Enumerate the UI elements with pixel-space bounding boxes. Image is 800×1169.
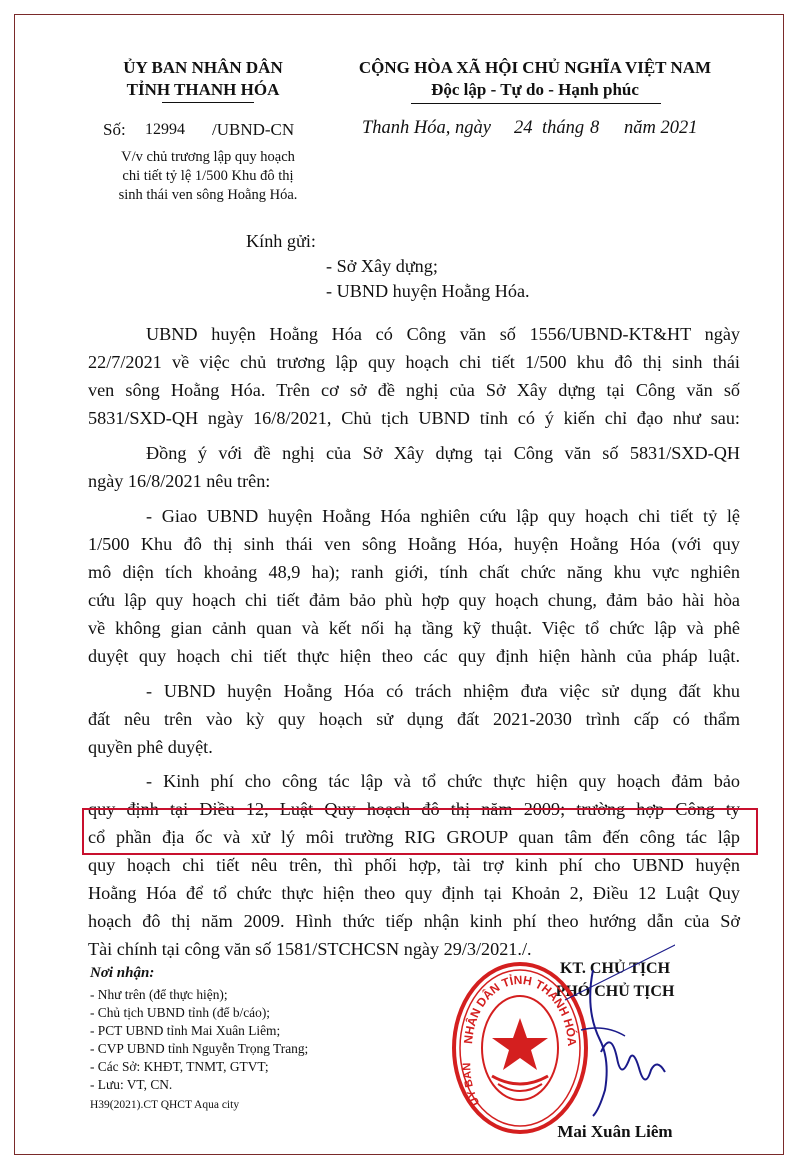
seal-left-text: ỦY BAN bbox=[461, 1062, 483, 1108]
agency-underline bbox=[162, 102, 254, 103]
body-line: mô diện tích khoảng 48,9 ha); ranh giới, tính chất chức năng khu vực nghiên bbox=[88, 562, 740, 582]
doc-number: 12994 bbox=[145, 121, 185, 138]
nation-title: CỘNG HÒA XÃ HỘI CHỦ NGHĨA VIỆT NAM bbox=[358, 58, 712, 77]
body-line: Tài chính tại công văn số 1581/STCHCSN ngày 29/3/2021./. bbox=[88, 939, 532, 959]
body-line: ven sông Hoằng Hóa. Trên cơ sở đề nghị của Sở Xây dựng tại Công văn số bbox=[88, 380, 740, 400]
body-line: hoạch đô thị năm 2009. Hình thức tiếp nhận kinh phí theo hướng dẫn của Sở bbox=[88, 911, 740, 931]
receiver-item: - Như trên (để thực hiện); bbox=[90, 987, 228, 1002]
receiver-item: - Lưu: VT, CN. bbox=[90, 1077, 173, 1092]
body-line: đất nêu trên vào kỳ quy hoạch sử dụng đất 2021-2030 trình cấp có thẩm bbox=[88, 709, 740, 729]
body-line: - Giao UBND huyện Hoằng Hóa nghiên cứu lập quy hoạch chi tiết tỷ lệ bbox=[146, 506, 740, 526]
body-line: về không gian cảnh quan và kết nối hạ tầng kỹ thuật. Việc tổ chức lập và phê bbox=[88, 618, 740, 638]
receiver-item: - Chủ tịch UBND tỉnh (để b/cáo); bbox=[90, 1005, 270, 1020]
star-emblem-icon bbox=[492, 1018, 548, 1070]
highlight-box bbox=[82, 808, 758, 855]
province-name: TỈNH THANH HÓA bbox=[126, 80, 280, 99]
body-line: - Kinh phí cho công tác lập và tổ chức thực hiện quy hoạch đảm bảo bbox=[146, 771, 740, 791]
signer-name: Mai Xuân Liêm bbox=[557, 1122, 673, 1141]
subject-line-3: sinh thái ven sông Hoằng Hóa. bbox=[118, 187, 298, 203]
date-month-label: tháng bbox=[542, 118, 585, 138]
motto-underline bbox=[411, 103, 661, 104]
signature-scribble-icon bbox=[555, 940, 675, 1120]
nation-motto: Độc lập - Tự do - Hạnh phúc bbox=[431, 80, 639, 99]
body-line: quy hoạch chi tiết nêu trên, thì phối hợp, tài trợ kinh phí cho UBND huyện bbox=[88, 855, 740, 875]
signer-subtitle: PHÓ CHỦ TỊCH bbox=[555, 983, 675, 1000]
body-line: - UBND huyện Hoằng Hóa có trách nhiệm đưa việc sử dụng đất khu bbox=[146, 681, 740, 701]
receiver-item: - PCT UBND tỉnh Mai Xuân Liêm; bbox=[90, 1023, 281, 1038]
subject-line-2: chi tiết tỷ lệ 1/500 Khu đô thị bbox=[122, 168, 294, 184]
recipients-label: Kính gửi: bbox=[246, 231, 316, 251]
body-line: quy định tại Điều 12, Luật Quy hoạch đô thị năm 2009; trường hợp Công ty bbox=[88, 799, 740, 819]
date-month: 8 bbox=[590, 118, 600, 138]
body-line: UBND huyện Hoằng Hóa có Công văn số 1556/UBND-KT&HT ngày bbox=[146, 324, 740, 344]
date-year: năm 2021 bbox=[624, 118, 698, 138]
body-line: 1/500 Khu đô thị sinh thái ven sông Hoằng Hóa, huyện Hoằng Hóa (với quy bbox=[88, 534, 740, 554]
body-line: duyệt quy hoạch chi tiết thực hiện theo các quy định hiện hành của pháp luật. bbox=[88, 646, 740, 666]
doc-number-label: Số: bbox=[103, 120, 126, 139]
body-line: 22/7/2021 về việc chủ trương lập quy hoạch chi tiết 1/500 khu đô thị sinh thái bbox=[88, 352, 740, 372]
subject-line-1: V/v chủ trương lập quy hoạch bbox=[121, 149, 295, 165]
doc-code: H39(2021).CT QHCT Aqua city bbox=[90, 1099, 240, 1111]
body-line: 5831/SXD-QH ngày 16/8/2021, Chủ tịch UBND tỉnh có ý kiến chỉ đạo như sau: bbox=[88, 408, 740, 428]
receiver-item: - Các Sở: KHĐT, TNMT, GTVT; bbox=[90, 1059, 269, 1074]
date-day: 24 bbox=[514, 118, 533, 138]
body-line: cổ phần địa ốc và xử lý môi trường RIG GROUP quan tâm đến công tác lập bbox=[88, 827, 740, 847]
body-line: cứu lập quy hoạch chi tiết đảm bảo phù hợp quy hoạch chung, đảm bảo hài hòa bbox=[88, 590, 740, 610]
receiver-item: - CVP UBND tỉnh Nguyễn Trọng Trang; bbox=[90, 1041, 309, 1056]
seal-ring-text: NHÂN DÂN TỈNH THANH HÓA bbox=[461, 972, 580, 1047]
body-line: ngày 16/8/2021 nêu trên: bbox=[88, 471, 271, 491]
svg-text:ỦY BAN bbox=[461, 1063, 482, 1108]
date-place: Thanh Hóa, ngày bbox=[362, 118, 491, 138]
recipient-item: - UBND huyện Hoằng Hóa. bbox=[326, 281, 530, 301]
body-line: Hoằng Hóa để tổ chức thực hiện theo quy định tại Khoản 2, Điều 12 Luật Quy bbox=[88, 883, 740, 903]
body-line: quyền phê duyệt. bbox=[88, 737, 213, 757]
agency-name: ỦY BAN NHÂN DÂN bbox=[123, 58, 283, 77]
signer-title: KT. CHỦ TỊCH bbox=[559, 960, 671, 977]
receivers-label: Nơi nhận: bbox=[90, 965, 155, 981]
recipient-item: - Sở Xây dựng; bbox=[326, 256, 438, 276]
body-line: Đồng ý với đề nghị của Sở Xây dựng tại Công văn số 5831/SXD-QH bbox=[146, 443, 740, 463]
doc-number-suffix: /UBND-CN bbox=[212, 120, 295, 139]
